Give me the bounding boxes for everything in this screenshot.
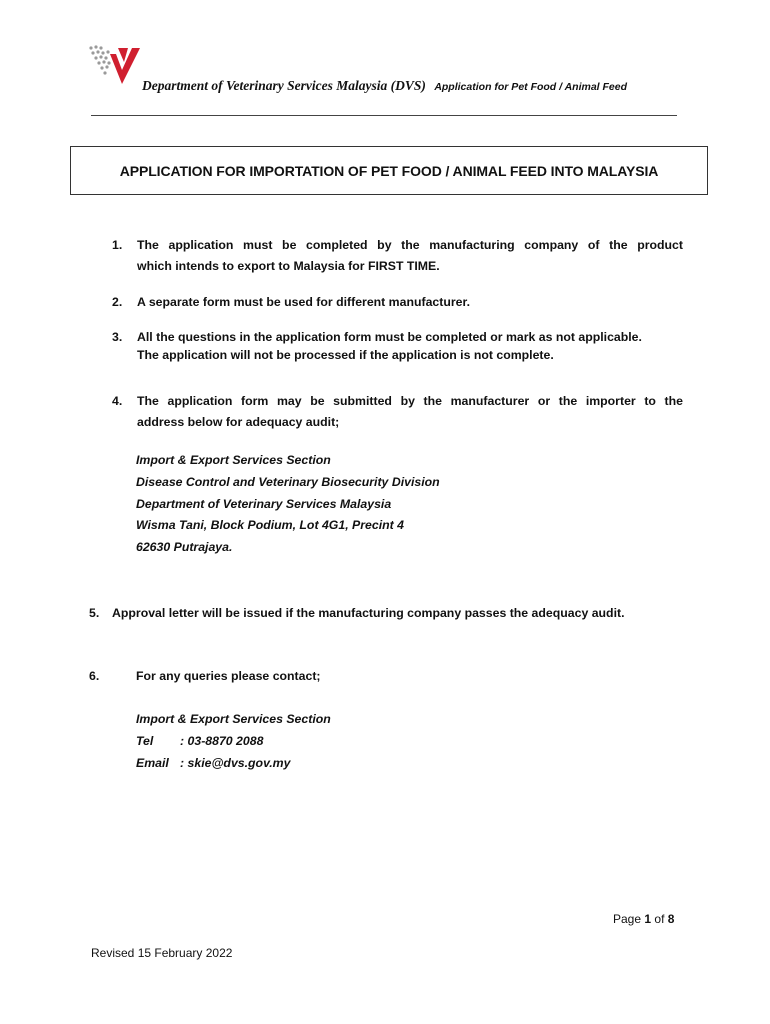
email-label: Email xyxy=(136,755,169,770)
header-divider xyxy=(91,115,677,116)
title-box xyxy=(70,146,708,195)
page-of: of xyxy=(654,912,665,926)
address-line: Wisma Tani, Block Podium, Lot 4G1, Precint 4 xyxy=(136,518,404,533)
item-text: address below for adequacy audit; xyxy=(137,415,340,429)
address-line: Disease Control and Veterinary Biosecurity Division xyxy=(136,474,440,489)
item-text: Approval letter will be issued if the manufacturing company passes the adequacy audit. xyxy=(112,606,625,620)
address-line: Import & Export Services Section xyxy=(136,453,331,467)
item-number: 1. xyxy=(112,238,123,252)
item-number: 4. xyxy=(112,394,123,408)
department-name: Department of Veterinary Services Malaysia (DVS) xyxy=(142,78,426,93)
contact-tel xyxy=(136,731,331,753)
contact-block xyxy=(136,709,331,774)
item-number: 3. xyxy=(112,330,123,344)
header-subtitle: Application for Pet Food / Animal Feed xyxy=(434,81,628,93)
contact-email xyxy=(136,753,331,775)
item-text: A separate form must be used for different manufacturer. xyxy=(137,295,471,309)
item-text: The application form may be submitted by the manufacturer or the importer to the xyxy=(137,394,683,408)
tel-value: : 03-8870 2088 xyxy=(180,733,264,748)
document-header xyxy=(142,77,627,95)
item-number: 5. xyxy=(89,606,100,620)
item-text: The application must be completed by the manufacturing company of the product xyxy=(137,238,683,252)
item-text: which intends to export to Malaysia for FIRST TIME. xyxy=(137,259,440,273)
page-title: APPLICATION FOR IMPORTATION OF PET FOOD / ANIMAL FEED INTO MALAYSIA xyxy=(119,162,659,179)
item-text: For any queries please contact; xyxy=(136,669,321,683)
page-number xyxy=(613,912,674,926)
tel-label: Tel xyxy=(136,733,154,748)
item-text: The application will not be processed if the application is not complete. xyxy=(137,348,554,362)
address-line: 62630 Putrajaya. xyxy=(136,540,233,555)
revision-date: Revised 15 February 2022 xyxy=(91,946,233,960)
page-current: 1 xyxy=(644,912,652,926)
page-prefix: Page xyxy=(613,912,642,926)
address-block xyxy=(136,450,440,559)
contact-section: Import & Export Services Section xyxy=(136,712,331,726)
item-number: 6. xyxy=(89,669,100,683)
dvs-logo-icon xyxy=(88,44,146,92)
page-total: 8 xyxy=(667,912,675,926)
address-line: Department of Veterinary Services Malaysia xyxy=(136,496,392,511)
email-value[interactable]: : skie@dvs.gov.my xyxy=(180,755,291,770)
item-text: All the questions in the application form must be completed or mark as not applicable. xyxy=(137,330,642,344)
item-number: 2. xyxy=(112,295,123,309)
